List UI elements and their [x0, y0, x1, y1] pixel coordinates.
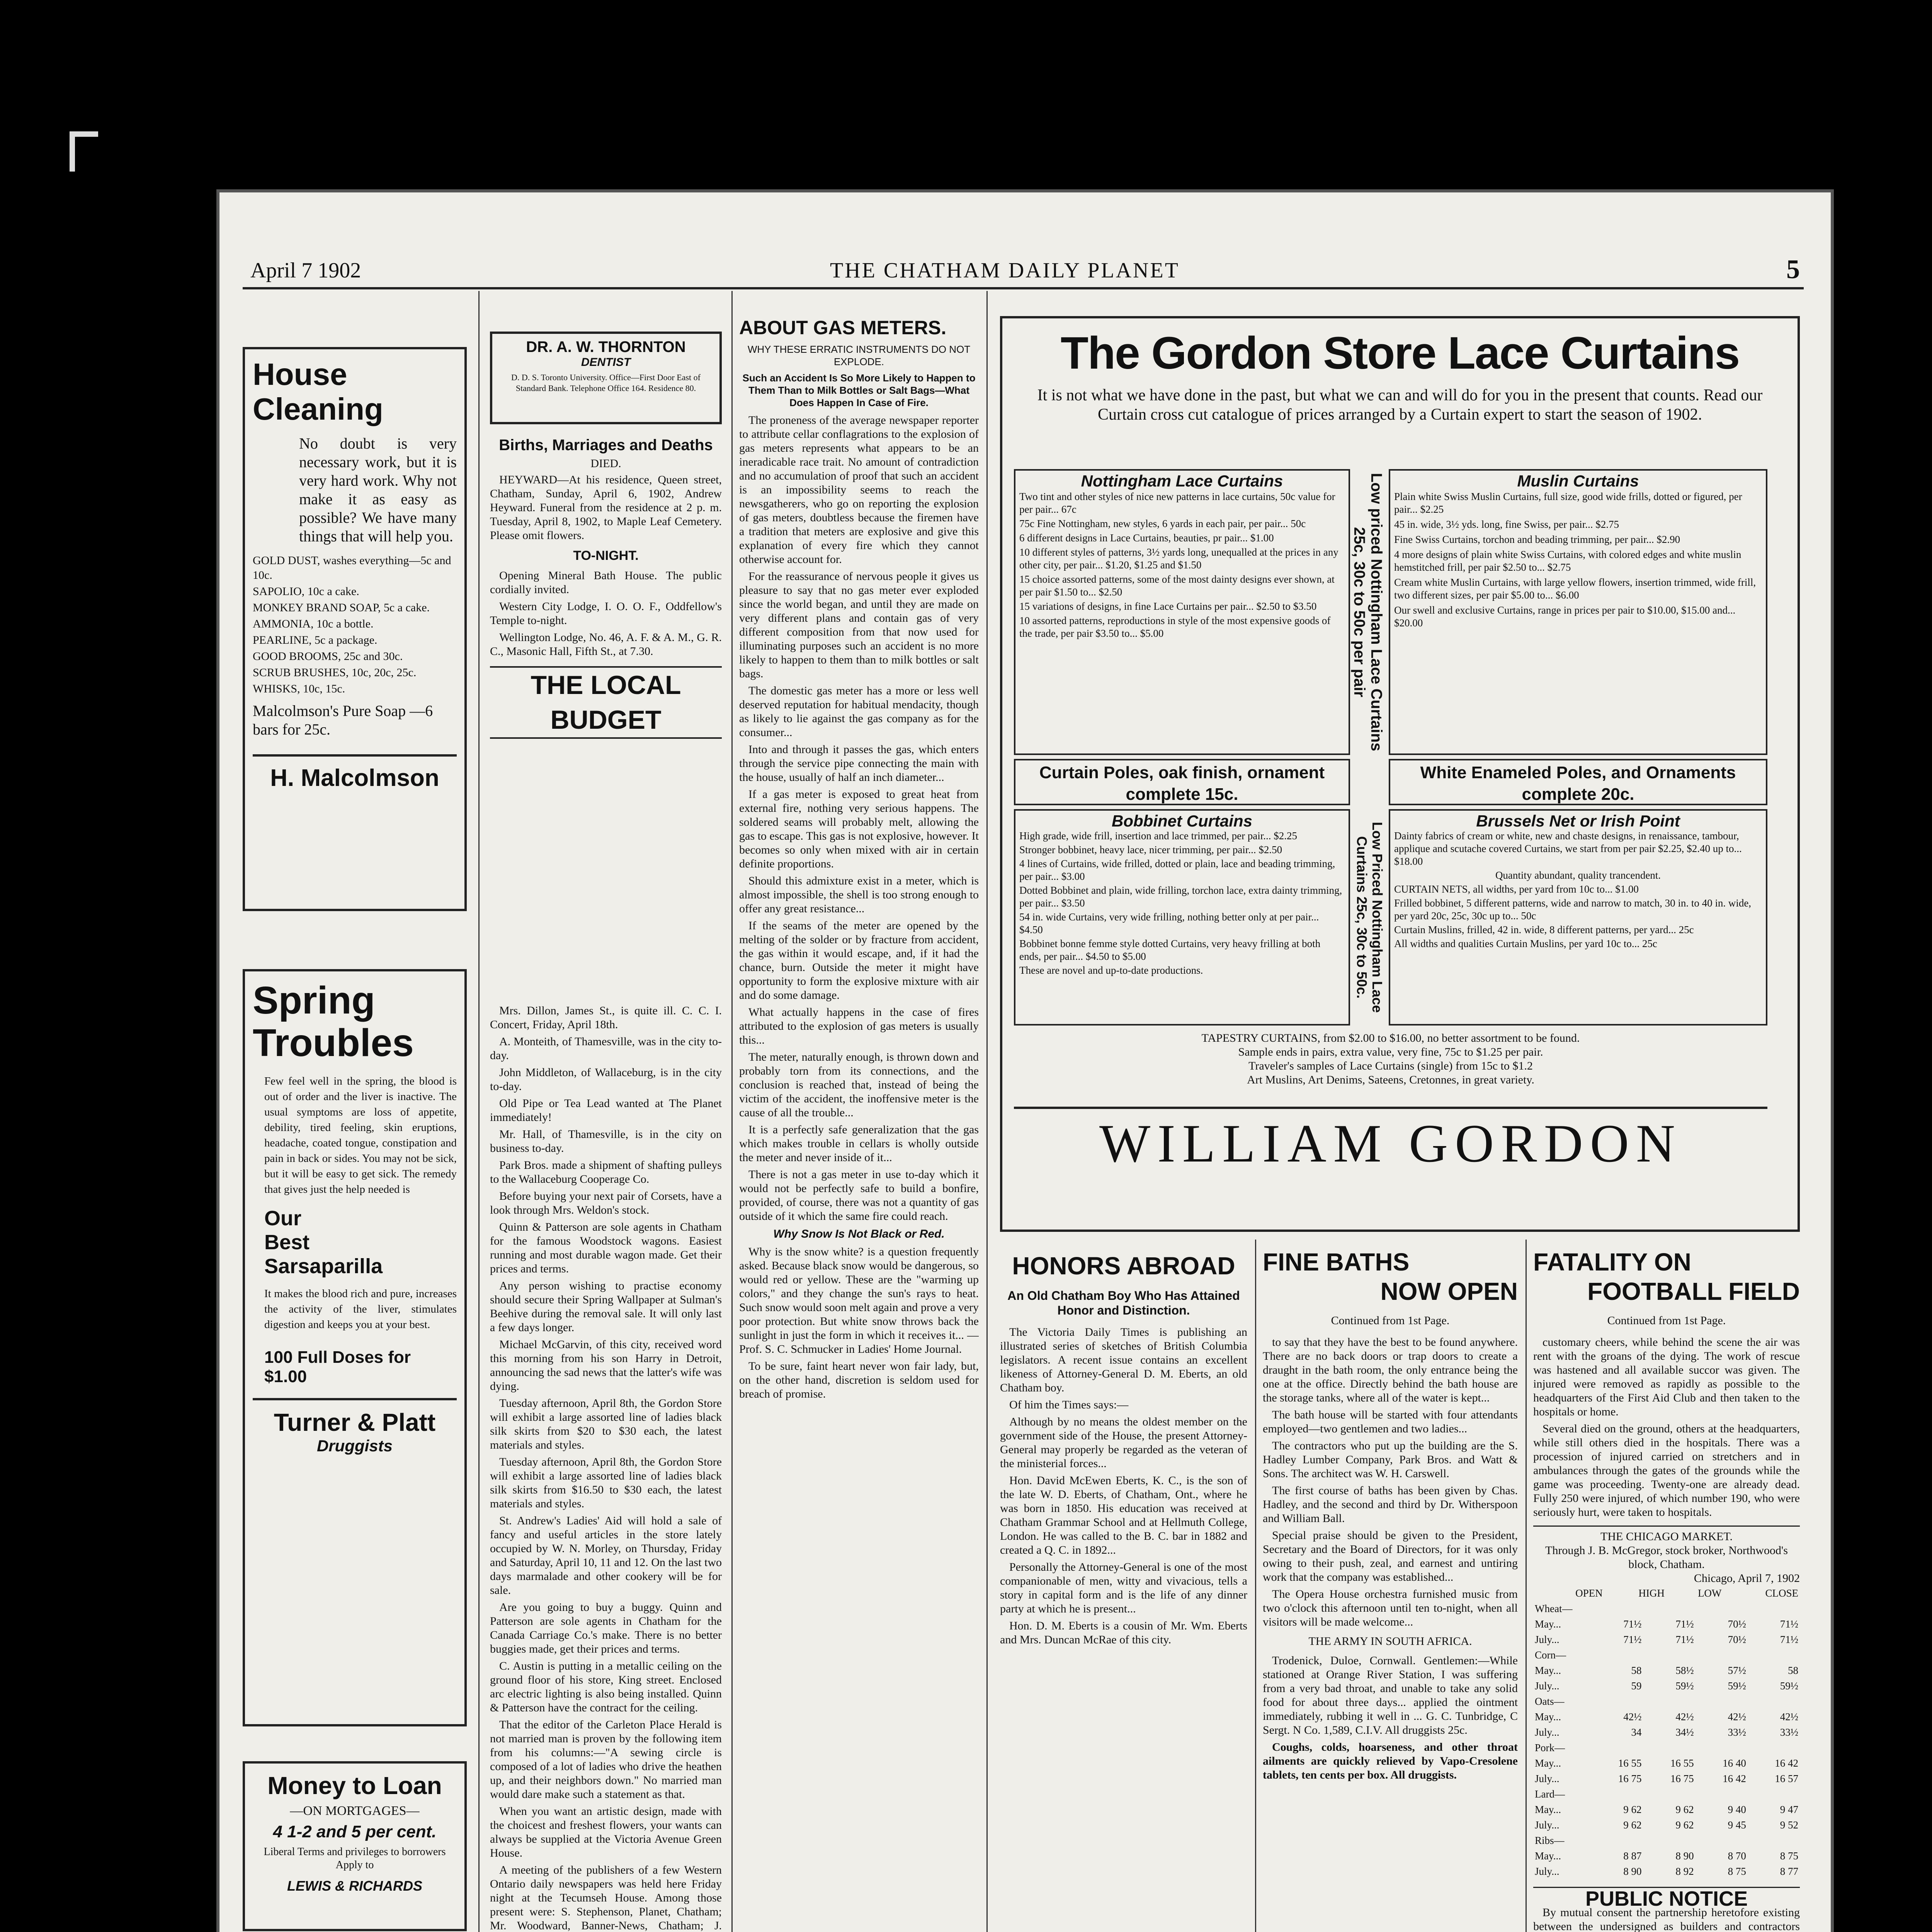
gordon-firm-banner: WILLIAM GORDON [1014, 1107, 1767, 1179]
ad-heading: Sarsaparilla [264, 1255, 383, 1278]
table-row [1533, 1848, 1800, 1864]
news-item: When you want an artistic design, made with the choicest and freshest flowers, your wants can always be supplied at the Victoria Avenue Green House. [490, 1805, 722, 1859]
table-cell: 42½ [1623, 1711, 1642, 1723]
commodity-label: Lard— [1535, 1788, 1565, 1800]
gas-meters-column [739, 316, 979, 1932]
lewis-richards-loan-ad [243, 1761, 467, 1931]
table-cell: 9 52 [1780, 1819, 1798, 1831]
article-paragraph: The bath house will be started with four attendants employed—two gentlemen and two ladies... [1263, 1408, 1518, 1435]
price-line: 10 assorted patterns, reproductions in style of the most expensive goods of the trade, per pair $3.50 to... $5.00 [1019, 615, 1331, 639]
price-line: 4 more designs of plain white Swiss Curtains, with colored edges and white muslin hemstitched frill, per pair $2.50 to... $2.75 [1394, 549, 1742, 573]
table-cell: 71½ [1623, 1634, 1642, 1645]
col-header: OPEN [1575, 1587, 1603, 1599]
article-deck: An Old Chatham Boy Who Has Attained Honor and Distinction. [1007, 1289, 1240, 1317]
fine-baths-column [1263, 1243, 1518, 1932]
price-line: 15 choice assorted patterns, some of the most dainty designs ever shown, at per pair $1.50 to... $2.50 [1019, 573, 1335, 598]
news-item: Mr. Hall, of Thamesville, is in the city on business to-day. [490, 1128, 722, 1155]
article-paragraph: Although by no means the oldest member on the government side of the House, the present Attorney-General may properly be regarded as the veteran of the ministerial forces... [1000, 1415, 1247, 1470]
news-item: Park Bros. made a shipment of shafting pulleys to the Wallaceburg Cooperage Co. [490, 1159, 722, 1185]
thornton-dentist-card [490, 332, 722, 424]
table-row [1533, 1786, 1800, 1802]
table-cell: 33½ [1780, 1726, 1798, 1738]
article-paragraph: The Victoria Daily Times is publishing an illustrated series of sketches of British Columbia legislators. A recent issue contains an excellent likeness of Attorney-General D. M. Eberts, an old Chatham boy. [1000, 1326, 1247, 1394]
table-cell: 57½ [1728, 1665, 1746, 1676]
ad-rate: 4 1-2 and 5 per cent. [273, 1822, 437, 1841]
column-rule [478, 291, 480, 1932]
section-title: Muslin Curtains [1517, 472, 1639, 490]
article-sub: WHY THESE ERRATIC INSTRUMENTS DO NOT EXPLODE. [747, 344, 971, 367]
table-cell: 59½ [1675, 1680, 1694, 1692]
article-paragraph: Hon. D. M. Eberts is a cousin of Mr. Wm. Eberts and Mrs. Duncan McRae of this city. [1000, 1619, 1247, 1646]
table-cell: July... [1535, 1866, 1560, 1877]
table-cell: July... [1535, 1726, 1560, 1738]
news-item: Old Pipe or Tea Lead wanted at The Planet immediately! [490, 1097, 722, 1124]
article-paragraph: Why is the snow white? is a question frequently asked. Because black snow would be dangerous, so would red or yellow. These are the "warming up colors," and they change the sun's rays to heat. Such snow would soon melt again and prove a very poor protection. But white snow throws back the sunlight in just the form in which it receives it... —Prof. S. C. Schmucker in Ladies' Home Journal. [739, 1245, 979, 1355]
table-cell: July... [1535, 1819, 1560, 1831]
table-cell: 70½ [1728, 1618, 1746, 1630]
column-rule [731, 291, 733, 1932]
article-paragraph: Of him the Times says:— [1009, 1398, 1129, 1411]
section-title: Births, Marriages and Deaths [499, 437, 713, 454]
col-header: HIGH [1638, 1587, 1665, 1599]
ad-heading: Best [264, 1231, 310, 1254]
table-cell: 34 [1631, 1726, 1642, 1738]
table-cell: 8 77 [1780, 1866, 1798, 1877]
notice-body: By mutual consent the partnership heretofore existing between the undersigned as builders and contractors [1533, 1906, 1800, 1932]
news-item: A meeting of the publishers of a few Western Ontario daily newspapers was held here Friday night at the Tecumseh House. Among those present were: S. Stephenson, Planet, Chatham; Mr. Woodward, Banner-News, Chatham; J. [490, 1864, 722, 1932]
event-item: Western City Lodge, I. O. O. F., Oddfellow's Temple to-night. [490, 600, 722, 627]
price-line: Our swell and exclusive Curtains, range in prices per pair to $10.00, $15.00 and... $20.00 [1394, 604, 1736, 629]
table-cell: May... [1535, 1711, 1561, 1723]
price-line: 6 different designs in Lace Curtains, beauties, pr pair... $1.00 [1019, 532, 1274, 544]
article-paragraph: Personally the Attorney-General is one of the most companionable of men, witty and vivacious, tells a story in capital form and is the life of any dinner party at which he is present... [1000, 1561, 1247, 1615]
market-table [1533, 1585, 1800, 1601]
news-item: Michael McGarvin, of this city, received word this morning from his son Harry in Detroit, announcing the sad news that the latter's wife was dying. [490, 1338, 722, 1393]
table-row [1533, 1864, 1800, 1879]
ad-headline: The Gordon Store Lace Curtains [1060, 328, 1740, 379]
column-rule [1526, 1240, 1527, 1932]
news-item: That the editor of the Carleton Place Herald is not married man is proven by the following item from his columns:—"A sewing circle is composed of a lot of ladies who drive the heathen up, and their neighbors down." No married man would dare make such a statement as that. [490, 1718, 722, 1801]
table-cell: 71½ [1675, 1618, 1694, 1630]
table-cell: 58 [1788, 1665, 1798, 1676]
price-line: Curtain Muslins, frilled, 42 in. wide, 8 different patterns, per yard... 25c [1394, 924, 1694, 935]
table-cell: 71½ [1675, 1634, 1694, 1645]
ad-firm: LEWIS & RICHARDS [287, 1878, 422, 1894]
newspaper-page [216, 189, 1834, 1932]
price-line: Quantity abundant, quality trancendent. [1495, 869, 1661, 881]
death-notice: HEYWARD—At his residence, Queen street, Chatham, Sunday, April 6, 1902, Andrew Heyward. Funeral from the residence at 2 p. m. Tuesday, April 8, 1902, to Maple Leaf Cemetery. Please omit flowers. [490, 473, 722, 542]
article-title: FOOTBALL FIELD [1587, 1277, 1800, 1305]
spring-troubles-ad [243, 969, 467, 1726]
commodity-label: Wheat— [1535, 1603, 1573, 1614]
price-line: 45 in. wide, 3½ yds. long, fine Swiss, per pair... $2.75 [1394, 519, 1619, 530]
column-rule [986, 291, 988, 1932]
table-row [1533, 1755, 1800, 1771]
article-title: FINE BATHS [1263, 1248, 1410, 1276]
bobbinet-box [1014, 809, 1350, 1026]
news-item: Are you going to buy a buggy. Quinn and Patterson are sole agents in Chatham for the Canada Carriage Co.'s make. There is no better buggies made, get their prices and terms. [490, 1601, 722, 1655]
price-line: CURTAIN NETS, all widths, per yard from 10c to... $1.00 [1394, 883, 1639, 895]
article-paragraph: It is a perfectly safe generalization that the gas which makes trouble in cellars is wholly outside the meter and never inside of it... [739, 1123, 979, 1164]
table-cell: 58½ [1675, 1665, 1694, 1676]
list-item: WHISKS, 10c, 15c. [253, 682, 345, 695]
news-item: Tuesday afternoon, April 8th, the Gordon Store will exhibit a large assorted line of ladies black silk skirts from $16.50 to $30 each, the latest materials and styles. [490, 1456, 722, 1510]
news-item: St. Andrew's Ladies' Aid will hold a sale of fancy and useful articles in the store lately occupied by W. N. Morley, on Thursday, Friday and Saturday, April 10, 11 and 12. On the last two days marmalade and other cookery will be for sale. [490, 1514, 722, 1597]
commodity-label: Pork— [1535, 1742, 1565, 1753]
table-cell: 16 55 [1670, 1757, 1694, 1769]
table-cell: July... [1535, 1773, 1560, 1784]
section-title: Brussels Net or Irish Point [1476, 812, 1680, 830]
article-paragraph: Special praise should be given to the President, Secretary and the Board of Directors, for it was only owing to their push, zeal, and earnest and untiring work that the company was established... [1263, 1529, 1518, 1583]
table-row [1533, 1647, 1800, 1663]
ad-firm-sub: Druggists [316, 1437, 393, 1455]
honors-abroad-column [1000, 1243, 1247, 1932]
ad-title: Cleaning [253, 392, 383, 426]
vertical-banner: Low priced Nottingham Lace Curtains 25c, 30c to 50c per pair [1351, 473, 1385, 752]
table-cell: 16 75 [1618, 1773, 1642, 1784]
list-item: GOOD BROOMS, 25c and 30c. [253, 650, 403, 663]
table-cell: 8 70 [1728, 1850, 1746, 1862]
price-line: These are novel and up-to-date productions. [1019, 964, 1203, 976]
table-cell: 9 40 [1728, 1804, 1746, 1815]
event-item: Opening Mineral Bath House. The public cordially invited. [490, 569, 722, 596]
news-item: John Middleton, of Wallaceburg, is in the city to-day. [490, 1066, 722, 1093]
ad-intro: It is not what we have done in the past, but what we can and will do for you in the present that counts. Read our Curtain cross cut catalogue of prices arranged by a Curtain expert to start the season of 1902. [1037, 386, 1763, 423]
article-paragraph: Trodenick, Duloe, Cornwall. Gentlemen:—While stationed at Orange River Station, I was suffering from a very bad throat, and unable to take any solid food for about three days... applied the ointment immediately, rubbing it well in ... G. C. Tunbridge, C Sergt. N Co. 1,589, C.I.V. All druggists 25c. [1263, 1654, 1518, 1736]
table-cell: 34½ [1675, 1726, 1694, 1738]
ad-heading: Our [264, 1207, 302, 1230]
table-cell: 8 90 [1623, 1866, 1642, 1877]
table-cell: 70½ [1728, 1634, 1746, 1645]
price-line: Two tint and other styles of nice new patterns in lace curtains, 50c value for per pair... 67c [1019, 491, 1335, 515]
price-line: All widths and qualities Curtain Muslins, per yard 10c to... 25c [1394, 938, 1657, 949]
table-cell: 8 87 [1623, 1850, 1642, 1862]
market-rows [1533, 1601, 1800, 1879]
event-item: Wellington Lodge, No. 46, A. F. & A. M., G. R. C., Masonic Hall, Fifth St., at 7.30. [490, 631, 722, 658]
article-deck: Such an Accident Is So More Likely to Happen to Them Than to Milk Bottles or Salt Bags—What Does Happen In Case of Fire. [742, 372, 976, 408]
ad-intro: No doubt is very necessary work, but it is very hard work. Why not make it as easy as possible? We have many things that will help you. [299, 435, 457, 545]
price-line: Dotted Bobbinet and plain, wide frilling, torchon lace, extra dainty trimming, per pair... $3.50 [1019, 884, 1342, 909]
price-line: Cream white Muslin Curtains, with large yellow flowers, insertion trimmed, wide frill, two different sizes, per pair $5.00 to... $6.00 [1394, 577, 1756, 601]
price-line: 4 lines of Curtains, wide frilled, dotted or plain, lace and beading trimming, per pair... $3.00 [1019, 858, 1335, 882]
price-line: Fine Swiss Curtains, torchon and beading trimming, per pair... $2.90 [1394, 534, 1680, 545]
table-row [1533, 1817, 1800, 1833]
table-cell: 8 75 [1780, 1850, 1798, 1862]
market-dateline: Chicago, April 7, 1902 [1694, 1572, 1800, 1585]
article-paragraph: Several died on the ground, others at the headquarters, while still others died in the hospitals. There was a procession of injured carried on stretchers and in ambulances through the gates of the grounds while the game was proceeding. Twenty-one are already dead. Fully 250 were injured, of which number 190, who were seriously hurt, were taken to hospitals. [1533, 1422, 1800, 1519]
news-item: C. Austin is putting in a metallic ceiling on the ground floor of his store, King street. Enclosed arc electric lighting is also being installed. Quinn & Patterson have the contract for the ceiling. [490, 1660, 722, 1714]
art-line: Art Muslins, Art Denims, Sateens, Cretonnes, in great variety. [1247, 1073, 1534, 1086]
article-title: HONORS ABROAD [1012, 1252, 1235, 1280]
article-paragraph: Should this admixture exist in a meter, which is almost impossible, the shell is too strong enough to offer any great resistance... [739, 874, 979, 915]
table-row [1533, 1663, 1800, 1678]
news-item: Tuesday afternoon, April 8th, the Gordon Store will exhibit a large assorted line of ladies black silk skirts from $20 to $30 each, the latest materials and styles. [490, 1397, 722, 1451]
table-cell: 71½ [1780, 1634, 1798, 1645]
news-item: Any person wishing to practise economy should secure their Spring Wallpaper at Sulman's Beehive during the removal sale. It will only last a few days longer. [490, 1279, 722, 1334]
nottingham-box [1014, 469, 1350, 755]
commodity-label: Ribs— [1535, 1835, 1565, 1846]
table-row [1533, 1771, 1800, 1786]
article-title: NOW OPEN [1380, 1277, 1518, 1305]
price-line: Bobbinet bonne femme style dotted Curtains, very heavy frilling at both ends, per pair... $4.50 to $5.00 [1019, 938, 1321, 962]
list-item: MONKEY BRAND SOAP, 5c a cake. [253, 601, 430, 614]
subhead: THE ARMY IN SOUTH AFRICA. [1308, 1635, 1472, 1648]
article-paragraph: to say that they have the best to be found anywhere. There are no back doors or trap doors to create a draught in the bath room, the only entrance being the one at the office. Directly behind the bath house are the storage tanks, where all of the water is kept... [1263, 1336, 1518, 1404]
table-row [1533, 1632, 1800, 1647]
article-paragraph: To be sure, faint heart never won fair lady, but, on the other hand, discretion is seldom used for breach of promise. [739, 1360, 979, 1400]
commodity-label: Corn— [1535, 1649, 1566, 1661]
table-row [1533, 1694, 1800, 1709]
list-item: AMMONIA, 10c a bottle. [253, 617, 374, 630]
ad-terms: Liberal Terms and privileges to borrowers Apply to [264, 1846, 446, 1871]
price-line: 75c Fine Nottingham, new styles, 6 yards in each pair, per pair... 50c [1019, 518, 1306, 529]
ad-title: Spring [253, 979, 375, 1022]
table-row [1533, 1802, 1800, 1817]
table-cell: 9 62 [1623, 1819, 1642, 1831]
table-row [1533, 1601, 1800, 1616]
table-cell: 42½ [1780, 1711, 1798, 1723]
article-paragraph: The domestic gas meter has a more or less well deserved reputation for habitual mendacity, though as likely to lie against the gas company as for the consumer... [739, 684, 979, 739]
ad-body: It makes the blood rich and pure, increases the activity of the liver, stimulates digestion and keeps you at your best. [264, 1287, 457, 1331]
news-item: Mrs. Dillon, James St., is quite ill. C. C. I. Concert, Friday, April 18th. [490, 1004, 722, 1031]
table-cell: 8 90 [1675, 1850, 1694, 1862]
table-row [1533, 1678, 1800, 1694]
table-cell: May... [1535, 1618, 1561, 1630]
section-sub: DIED. [590, 457, 621, 470]
poles-banner: White Enameled Poles, and Ornaments complete 20c. [1389, 759, 1767, 805]
tapestry-block [1014, 1031, 1767, 1087]
ad-title: Money to Loan [267, 1772, 442, 1799]
table-cell: May... [1535, 1665, 1561, 1676]
table-cell: 16 42 [1775, 1757, 1798, 1769]
article-paragraph: customary cheers, while behind the scene the air was rent with the groans of the dying. The work of rescue was hastened and all available succor was given. The injured were removed as rapidly as possible to the headquarters of the First Aid Club and then taken to the hospitals or home. [1533, 1336, 1800, 1418]
news-item: Before buying your next pair of Corsets, have a look through Mrs. Weldon's stock. [490, 1190, 722, 1216]
column-rule [1255, 1240, 1256, 1932]
card-name: DR. A. W. THORNTON [526, 338, 686, 355]
soap-line: Malcolmson's Pure Soap —6 bars for 25c. [253, 702, 433, 738]
market-intro: Through J. B. McGregor, stock broker, Northwood's block, Chatham. [1545, 1544, 1788, 1571]
article-paragraph: What actually happens in the case of fires attributed to the explosion of gas meters is usually this... [739, 1006, 979, 1046]
fatality-column [1533, 1243, 1800, 1932]
article-paragraph: If a gas meter is exposed to great heat from external fire, nothing very serious happens. The soldered seams will probably melt, allowing the gas to escape. This gas is not explosive, however. It becomes so only when mixed with air in certain definite proportions. [739, 788, 979, 870]
notice-title: PUBLIC NOTICE [1533, 1887, 1800, 1906]
list-item: SCRUB BRUSHES, 10c, 20c, 25c. [253, 666, 417, 679]
price-line: 10 different styles of patterns, 3½ yards long, unequalled at the prices in any other city, per pair... $1.20, $1.25 and $1.50 [1019, 546, 1338, 571]
table-row [1533, 1709, 1800, 1725]
table-cell: 16 75 [1670, 1773, 1694, 1784]
table-cell: 8 92 [1675, 1866, 1694, 1877]
table-cell: May... [1535, 1804, 1561, 1815]
table-cell: 58 [1631, 1665, 1642, 1676]
ad-title: House [253, 357, 347, 391]
article-title: ABOUT GAS METERS. [739, 317, 947, 338]
header-rule [243, 287, 1804, 289]
table-cell: 9 62 [1675, 1819, 1694, 1831]
table-cell: 8 75 [1728, 1866, 1746, 1877]
news-item: A. Monteith, of Thamesville, was in the city to-day. [490, 1035, 722, 1062]
muslin-box [1389, 469, 1767, 755]
continued-line: Continued from 1st Page. [1607, 1314, 1726, 1327]
section-title: Nottingham Lace Curtains [1081, 472, 1283, 490]
col-header: LOW [1697, 1587, 1722, 1599]
samples-line: Sample ends in pairs, extra value, very fine, 75c to $1.25 per pair. [1238, 1046, 1543, 1058]
price-line: Plain white Swiss Muslin Curtains, full size, good wide frills, dotted or figured, per pair... $2.25 [1394, 491, 1742, 515]
table-cell: July... [1535, 1680, 1560, 1692]
card-title: DENTIST [581, 356, 631, 369]
table-cell: 16 57 [1775, 1773, 1798, 1784]
travelers-line: Traveler's samples of Lace Curtains (single) from 15c to $1.2 [1248, 1060, 1533, 1072]
table-cell: May... [1535, 1850, 1561, 1862]
col-header: CLOSE [1765, 1587, 1798, 1599]
article-paragraph: The Opera House orchestra furnished music from two o'clock this afternoon until ten to-night, when all visitors will be made welcome... [1263, 1588, 1518, 1628]
news-item: Quinn & Patterson are sole agents in Chatham for the famous Woodstock wagons. Easiest running and most durable wagon made. Get their prices and terms. [490, 1221, 722, 1275]
bmd-column [490, 436, 722, 1004]
table-cell: 16 40 [1723, 1757, 1746, 1769]
table-cell: 71½ [1623, 1618, 1642, 1630]
tapestry-line: TAPESTRY CURTAINS, from $2.00 to $16.00, no better assortment to be found. [1201, 1032, 1580, 1044]
article-paragraph: Coughs, colds, hoarseness, and other throat ailments are quickly relieved by Vapo-Cresolene tablets, ten cents per box. All druggists. [1263, 1741, 1518, 1781]
price-line: Frilled bobbinet, 5 different patterns, wide and narrow to match, 30 in. to 40 in. wide, per yard 20c, 25c, 30c up to... 50c [1394, 897, 1752, 922]
frame-corner [70, 131, 98, 172]
ad-title: Troubles [253, 1021, 414, 1065]
table-cell: 42½ [1675, 1711, 1694, 1723]
list-item: SAPOLIO, 10c a cake. [253, 585, 359, 598]
section-title: Bobbinet Curtains [1112, 812, 1252, 830]
table-row [1533, 1616, 1800, 1632]
market-title: THE CHICAGO MARKET. [1533, 1526, 1800, 1544]
ad-firm: Turner & Platt [253, 1398, 457, 1437]
local-budget-column [490, 1004, 722, 1932]
table-cell: 59½ [1728, 1680, 1746, 1692]
section-title: TO-NIGHT. [573, 548, 639, 563]
table-cell: 59½ [1780, 1680, 1798, 1692]
section-title: THE LOCAL BUDGET [490, 666, 722, 739]
ad-firm: H. Malcolmson [253, 754, 457, 792]
table-cell: 33½ [1728, 1726, 1746, 1738]
header-date: April 7 1902 [250, 259, 361, 282]
table-cell: 9 47 [1780, 1804, 1798, 1815]
product-list [253, 553, 457, 696]
subhead: Why Snow Is Not Black or Red. [773, 1228, 945, 1240]
table-header [1533, 1585, 1800, 1601]
article-title: FATALITY ON [1533, 1248, 1691, 1276]
table-cell: July... [1535, 1634, 1560, 1645]
article-paragraph: The proneness of the average newspaper reporter to attribute cellar conflagrations to the explosion of gas meters represents what appears to be an ineradicable race trait. No amount of contradiction and no accumulation of proof that such an accident is an impossibility seems to reach the newsgatherers, who go on reporting the explosion of gas meters, doubtless because the firemen have a tradition that meters are explosive and give this explanation of every fire which they cannot otherwise account for. [739, 414, 979, 566]
page-number: 5 [1786, 255, 1800, 284]
table-cell: 59 [1631, 1680, 1642, 1692]
vertical-banner: Low Priced Nottingham Lace Curtains 25c, 30c to 50c. [1354, 821, 1385, 1013]
article-paragraph: If the seams of the meter are opened by the melting of the solder or by fracture from accident, the gas within it would escape, and, if it had the chance, burn. Outside the meter it might have opportunity to form the explosive mixture with air and do some damage. [739, 919, 979, 1002]
malcolmson-ad [243, 347, 467, 911]
article-paragraph: There is not a gas meter in use to-day which it would not be perfectly safe to build a bonfire, provided, of course, there was not a quantity of gas outside of it which the same fire could reach. [739, 1168, 979, 1223]
card-body: D. D. S. Toronto University. Office—First Door East of Standard Bank. Telephone Office 164. Residence 80. [511, 372, 701, 393]
article-paragraph: The contractors who put up the building are the S. Hadley Lumber Company, Park Bros. and Watt & Sons. The architect was W. H. Carswell. [1263, 1439, 1518, 1480]
gordon-lace-curtains-ad [1000, 316, 1800, 1232]
table-cell: 16 55 [1618, 1757, 1642, 1769]
article-paragraph: For the reassurance of nervous people it gives us pleasure to say that no gas meter ever exploded since the world began, and until they are made on very different plans and contain gas of very different composition from that now used for illuminating purposes such an accident is no more likely to happen to them than to milk bottles or salt bags. [739, 570, 979, 680]
commodity-label: Oats— [1535, 1696, 1565, 1707]
article-paragraph: Hon. David McEwen Eberts, K. C., is the son of the late W. D. Eberts, of Chatham, Ont., where he was born in 1850. His education was received at Chatham Grammar School and at Hellmuth College, London. He was called to the B. C. bar in 1882 and created a Q. C. in 1892... [1000, 1474, 1247, 1556]
price-line: High grade, wide frill, insertion and lace trimmed, per pair... $2.25 [1019, 830, 1298, 842]
table-cell: 9 62 [1675, 1804, 1694, 1815]
article-paragraph: Into and through it passes the gas, which enters through the service pipe connecting the main with the house, usually of half an inch diameter... [739, 743, 979, 784]
page-header [250, 255, 1800, 284]
market-table-body [1533, 1601, 1800, 1879]
continued-line: Continued from 1st Page. [1331, 1314, 1450, 1327]
table-cell: 42½ [1728, 1711, 1746, 1723]
table-cell: 9 45 [1728, 1819, 1746, 1831]
ad-sub: —ON MORTGAGES— [290, 1804, 420, 1818]
list-item: PEARLINE, 5c a package. [253, 634, 378, 646]
article-paragraph: The first course of baths has been given by Chas. Hadley, and the second and third by Dr. Witherspoon and William Ball. [1263, 1484, 1518, 1525]
price-line: 15 variations of designs, in fine Lace Curtains per pair... $2.50 to $3.50 [1019, 600, 1317, 612]
masthead-title: THE CHATHAM DAILY PLANET [830, 259, 1180, 282]
price-line: Stronger bobbinet, heavy lace, nicer trimming, per pair... $2.50 [1019, 844, 1282, 855]
list-item: GOLD DUST, washes everything—5c and 10c. [253, 554, 451, 582]
price-line: 54 in. wide Curtains, very wide frilling, nothing better only at per pair... $4.50 [1019, 911, 1319, 935]
table-row [1533, 1725, 1800, 1740]
price-line: Dainty fabrics of cream or white, new and chaste designs, in renaissance, tambour, applique and scutache covered Curtains, we start from per pair $2.25, $2.40 up to... $18.00 [1394, 830, 1742, 867]
ad-body: Few feel well in the spring, the blood is out of order and the liver is inactive. The usual symptoms are loss of appetite, debility, tired feeling, skin eruptions, headache, coated tongue, constipation and pain in back or sides. You may not be sick, but it will be easy to get sick. The remedy that gives just the help needed is [264, 1075, 457, 1196]
ad-price: 100 Full Doses for $1.00 [264, 1348, 411, 1386]
table-cell: 9 62 [1623, 1804, 1642, 1815]
table-row [1533, 1833, 1800, 1848]
table-cell: 16 42 [1723, 1773, 1746, 1784]
brussels-box [1389, 809, 1767, 1026]
table-row [1533, 1740, 1800, 1755]
table-cell: 71½ [1780, 1618, 1798, 1630]
poles-banner: Curtain Poles, oak finish, ornament complete 15c. [1014, 759, 1350, 805]
table-cell: May... [1535, 1757, 1561, 1769]
article-paragraph: The meter, naturally enough, is thrown down and probably torn from its connections, and the conclusion is reached that, instead of being the victim of the accident, the inoffensive meter is the cause of all the trouble... [739, 1051, 979, 1119]
